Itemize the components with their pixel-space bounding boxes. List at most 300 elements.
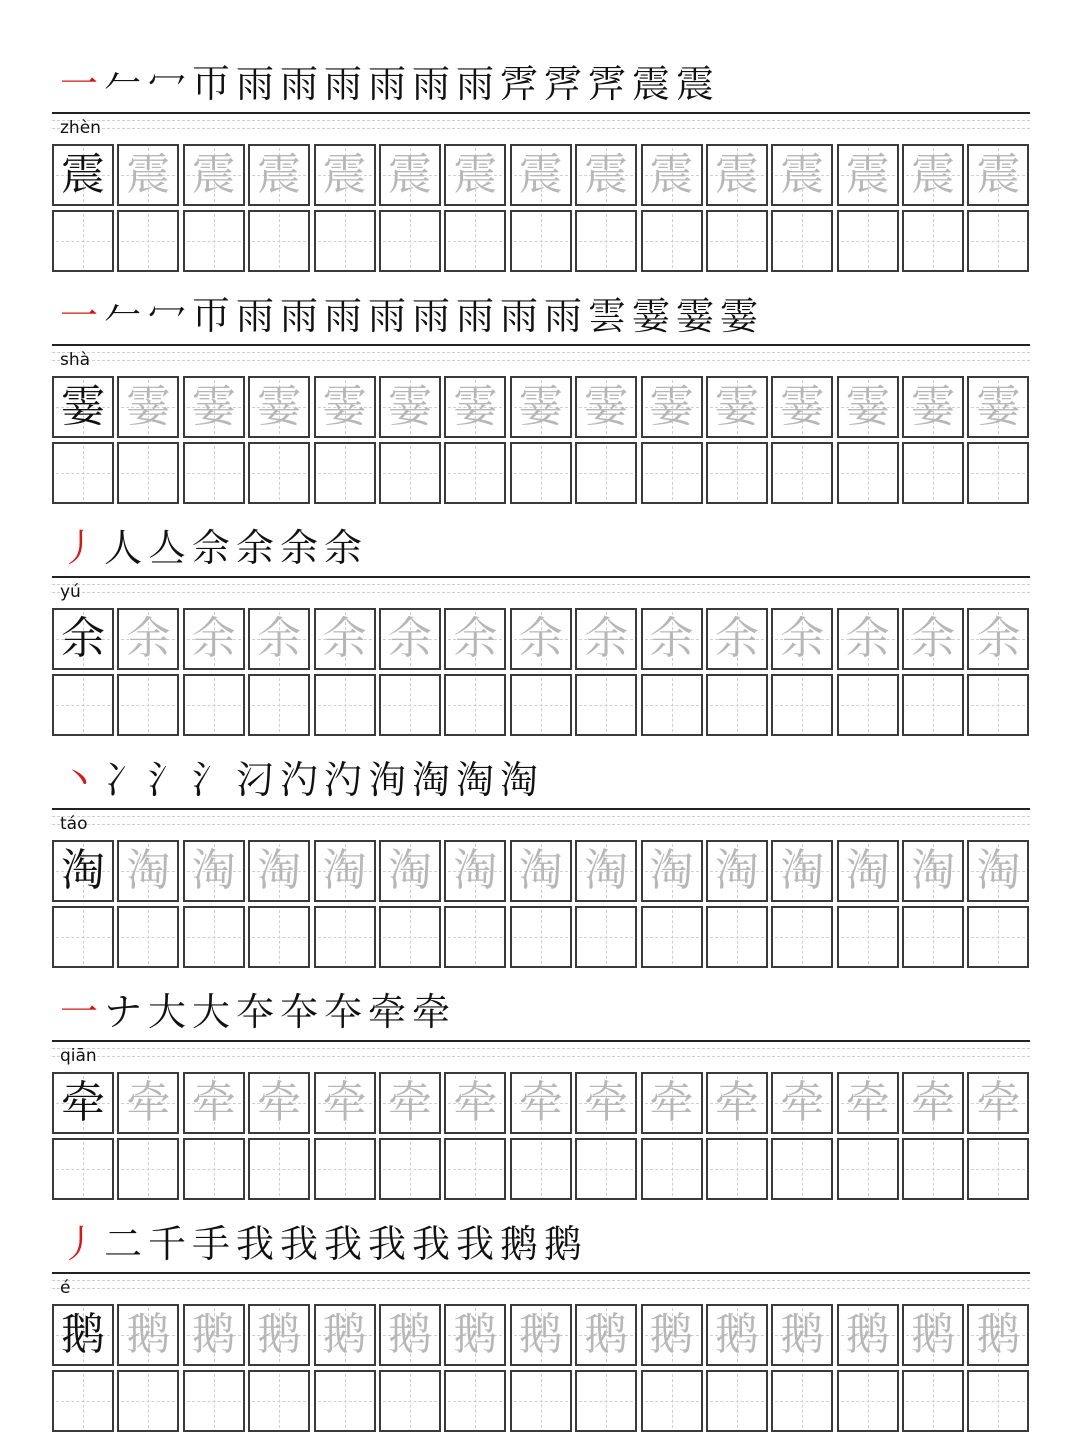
trace-cell: [641, 144, 703, 206]
stroke-glyph: 洵: [367, 758, 406, 802]
writing-cell[interactable]: [117, 210, 179, 272]
stroke-glyph: 雨: [279, 294, 318, 338]
trace-cell: [771, 1304, 833, 1366]
writing-cell[interactable]: [52, 1138, 114, 1200]
writing-cell[interactable]: [379, 442, 441, 504]
trace-character: 余: [257, 613, 302, 664]
stroke-glyph: 鹅: [499, 1222, 538, 1266]
trace-cell: [771, 608, 833, 670]
stroke-step: [57, 64, 101, 104]
stroke-step: [145, 992, 189, 1032]
trace-cell: [706, 608, 768, 670]
stroke-step: [145, 64, 189, 104]
trace-row: [52, 608, 1030, 670]
trace-character: 震: [649, 149, 694, 200]
pinyin-label: táo: [60, 814, 88, 834]
trace-row: [52, 376, 1030, 438]
trace-cell: [183, 144, 245, 206]
stroke-step: [453, 760, 497, 800]
stroke-glyph: 丿: [59, 526, 98, 570]
trace-character: 鹅: [518, 1309, 563, 1360]
stroke-glyph: 霎: [675, 294, 714, 338]
stroke-glyph: 手: [191, 1222, 230, 1266]
writing-cell[interactable]: [837, 674, 899, 736]
writing-cell[interactable]: [575, 674, 637, 736]
stroke-step: [365, 992, 409, 1032]
trace-cell: [837, 1072, 899, 1134]
trace-cell: [183, 1072, 245, 1134]
trace-character: 淘: [780, 845, 825, 896]
trace-cell: [444, 376, 506, 438]
writing-cell[interactable]: [706, 210, 768, 272]
writing-cell[interactable]: [575, 1370, 637, 1432]
writing-cell[interactable]: [183, 1370, 245, 1432]
trace-character: 鹅: [976, 1309, 1021, 1360]
writing-cell[interactable]: [117, 906, 179, 968]
stroke-glyph: 一: [59, 990, 98, 1034]
writing-cell[interactable]: [967, 1370, 1029, 1432]
trace-character: 震: [845, 149, 890, 200]
trace-cell: [444, 1072, 506, 1134]
trace-cell: [444, 144, 506, 206]
writing-cell[interactable]: [183, 210, 245, 272]
stroke-step: [673, 296, 717, 336]
trace-cell: [967, 1072, 1029, 1134]
trace-cell: [902, 840, 964, 902]
pinyin-label: é: [60, 1278, 71, 1298]
trace-character: 霎: [322, 381, 367, 432]
writing-cell[interactable]: [183, 442, 245, 504]
trace-character: 牵: [322, 1077, 367, 1128]
stroke-step: [409, 1224, 453, 1264]
stroke-glyph: ナ: [103, 990, 142, 1034]
trace-character: 霎: [714, 381, 759, 432]
writing-cell[interactable]: [314, 1370, 376, 1432]
stroke-step: [629, 296, 673, 336]
trace-character: 余: [911, 613, 956, 664]
writing-cell[interactable]: [510, 1370, 572, 1432]
trace-cell: [314, 608, 376, 670]
writing-cell[interactable]: [967, 442, 1029, 504]
stroke-step: [277, 992, 321, 1032]
stroke-glyph: 我: [235, 1222, 274, 1266]
writing-cell[interactable]: [837, 210, 899, 272]
trace-character: 霎: [584, 381, 629, 432]
stroke-step: [277, 64, 321, 104]
writing-cell[interactable]: [771, 906, 833, 968]
writing-cell[interactable]: [706, 442, 768, 504]
stroke-glyph: 𩂋: [499, 62, 538, 106]
stroke-glyph: 雨: [367, 294, 406, 338]
trace-cell: [314, 1304, 376, 1366]
writing-cell[interactable]: [379, 906, 441, 968]
writing-cell[interactable]: [314, 1138, 376, 1200]
trace-cell: [510, 1072, 572, 1134]
stroke-glyph: 汋: [323, 758, 362, 802]
stroke-order: [57, 504, 365, 568]
stroke-glyph: 雨: [235, 294, 274, 338]
writing-cell[interactable]: [248, 210, 310, 272]
model-character: 霎: [61, 381, 105, 432]
trace-cell: [837, 840, 899, 902]
writing-cell[interactable]: [117, 674, 179, 736]
trace-character: 余: [191, 613, 236, 664]
writing-cell[interactable]: [967, 1138, 1029, 1200]
stroke-step: [277, 760, 321, 800]
trace-character: 淘: [911, 845, 956, 896]
model-character: 牵: [61, 1077, 105, 1128]
stroke-order: [57, 1200, 585, 1264]
trace-cell: [706, 376, 768, 438]
stroke-glyph: 千: [147, 1222, 186, 1266]
writing-cell[interactable]: [314, 210, 376, 272]
model-cell: [52, 608, 114, 670]
writing-cell[interactable]: [641, 1370, 703, 1432]
writing-cell[interactable]: [706, 1370, 768, 1432]
stroke-step: [541, 1224, 585, 1264]
stroke-glyph: 牵: [367, 990, 406, 1034]
stroke-step: [233, 992, 277, 1032]
stroke-glyph: 大: [191, 990, 230, 1034]
trace-cell: [379, 608, 441, 670]
writing-cell[interactable]: [575, 442, 637, 504]
model-cell: [52, 1304, 114, 1366]
writing-cell[interactable]: [248, 442, 310, 504]
writing-cell[interactable]: [314, 674, 376, 736]
trace-character: 霎: [257, 381, 302, 432]
trace-character: 霎: [976, 381, 1021, 432]
writing-cell[interactable]: [314, 906, 376, 968]
trace-cell: [510, 840, 572, 902]
stroke-step: [145, 528, 189, 568]
stroke-step: [101, 64, 145, 104]
trace-character: 余: [714, 613, 759, 664]
trace-character: 鹅: [387, 1309, 432, 1360]
writing-cell[interactable]: [902, 1370, 964, 1432]
writing-cell[interactable]: [510, 674, 572, 736]
stroke-step: [497, 296, 541, 336]
trace-character: 牵: [845, 1077, 890, 1128]
trace-character: 霎: [845, 381, 890, 432]
writing-cell[interactable]: [771, 1370, 833, 1432]
writing-cell[interactable]: [510, 906, 572, 968]
trace-character: 淘: [453, 845, 498, 896]
trace-cell: [117, 608, 179, 670]
trace-character: 余: [976, 613, 1021, 664]
stroke-step: [365, 760, 409, 800]
stroke-step: [57, 1224, 101, 1264]
trace-character: 余: [453, 613, 498, 664]
trace-character: 震: [322, 149, 367, 200]
trace-character: 霎: [649, 381, 694, 432]
trace-cell: [641, 376, 703, 438]
stroke-step: [717, 296, 761, 336]
stroke-glyph: 雨: [455, 294, 494, 338]
trace-cell: [314, 144, 376, 206]
writing-cell[interactable]: [444, 674, 506, 736]
trace-cell: [967, 1304, 1029, 1366]
writing-cell[interactable]: [183, 906, 245, 968]
writing-cell[interactable]: [510, 1138, 572, 1200]
stroke-glyph: 夲: [279, 990, 318, 1034]
writing-cell[interactable]: [183, 1138, 245, 1200]
writing-cell[interactable]: [641, 674, 703, 736]
trace-character: 淘: [322, 845, 367, 896]
writing-cell[interactable]: [379, 1370, 441, 1432]
stroke-step: [233, 1224, 277, 1264]
writing-cell[interactable]: [52, 674, 114, 736]
trace-character: 牵: [191, 1077, 236, 1128]
blank-row: [52, 674, 1030, 736]
writing-cell[interactable]: [967, 906, 1029, 968]
trace-character: 霎: [387, 381, 432, 432]
writing-cell[interactable]: [510, 442, 572, 504]
trace-character: 震: [911, 149, 956, 200]
writing-cell[interactable]: [706, 906, 768, 968]
stroke-step: [321, 64, 365, 104]
stroke-step: [189, 992, 233, 1032]
writing-cell[interactable]: [902, 210, 964, 272]
stroke-glyph: 我: [323, 1222, 362, 1266]
writing-cell[interactable]: [444, 1370, 506, 1432]
stroke-glyph: 雨: [499, 294, 538, 338]
trace-cell: [967, 608, 1029, 670]
stroke-glyph: 佘: [191, 526, 230, 570]
trace-cell: [641, 840, 703, 902]
model-character: 余: [61, 613, 105, 664]
stroke-glyph: 淘: [499, 758, 538, 802]
writing-cell[interactable]: [771, 210, 833, 272]
stroke-glyph: 余: [323, 526, 362, 570]
writing-cell[interactable]: [379, 1138, 441, 1200]
trace-character: 淘: [976, 845, 1021, 896]
stroke-glyph: 冫: [103, 758, 142, 802]
writing-cell[interactable]: [117, 1370, 179, 1432]
stroke-step: [277, 296, 321, 336]
stroke-step: [233, 296, 277, 336]
stroke-glyph: 雨: [411, 294, 450, 338]
writing-cell[interactable]: [444, 442, 506, 504]
stroke-step: [145, 760, 189, 800]
trace-character: 鹅: [322, 1309, 367, 1360]
writing-cell[interactable]: [248, 1370, 310, 1432]
stroke-step: [101, 760, 145, 800]
blank-row: [52, 1370, 1030, 1432]
trace-character: 震: [780, 149, 825, 200]
trace-cell: [837, 608, 899, 670]
writing-cell[interactable]: [52, 1370, 114, 1432]
writing-cell[interactable]: [444, 210, 506, 272]
model-cell: [52, 144, 114, 206]
writing-cell[interactable]: [902, 674, 964, 736]
trace-cell: [902, 376, 964, 438]
stroke-glyph: 雨: [411, 62, 450, 106]
trace-row: [52, 840, 1030, 902]
stroke-step: [57, 528, 101, 568]
writing-cell[interactable]: [52, 906, 114, 968]
pinyin-label: yú: [60, 582, 81, 602]
stroke-glyph: 我: [411, 1222, 450, 1266]
writing-cell[interactable]: [314, 442, 376, 504]
trace-cell: [379, 376, 441, 438]
stroke-glyph: 鹅: [543, 1222, 582, 1266]
writing-cell[interactable]: [771, 674, 833, 736]
stroke-order: [57, 40, 717, 104]
stroke-glyph: 𩂋: [543, 62, 582, 106]
stroke-glyph: 丿: [59, 1222, 98, 1266]
stroke-step: [453, 296, 497, 336]
writing-cell[interactable]: [837, 906, 899, 968]
writing-cell[interactable]: [248, 674, 310, 736]
trace-character: 震: [518, 149, 563, 200]
writing-cell[interactable]: [641, 906, 703, 968]
writing-cell[interactable]: [444, 906, 506, 968]
writing-cell[interactable]: [837, 442, 899, 504]
writing-cell[interactable]: [117, 1138, 179, 1200]
trace-cell: [314, 376, 376, 438]
stroke-step: [189, 528, 233, 568]
trace-character: 鹅: [584, 1309, 629, 1360]
writing-cell[interactable]: [379, 210, 441, 272]
trace-character: 淘: [584, 845, 629, 896]
stroke-step: [409, 992, 453, 1032]
writing-cell[interactable]: [444, 1138, 506, 1200]
trace-cell: [902, 1304, 964, 1366]
writing-cell[interactable]: [967, 674, 1029, 736]
trace-character: 震: [126, 149, 171, 200]
stroke-glyph: 人: [103, 526, 142, 570]
stroke-glyph: 淘: [455, 758, 494, 802]
model-cell: [52, 376, 114, 438]
writing-cell[interactable]: [771, 442, 833, 504]
trace-cell: [706, 144, 768, 206]
trace-character: 牵: [387, 1077, 432, 1128]
trace-character: 鹅: [911, 1309, 956, 1360]
stroke-glyph: 雨: [367, 62, 406, 106]
stroke-glyph: 氵: [147, 758, 186, 802]
trace-character: 鹅: [257, 1309, 302, 1360]
stroke-glyph: 一: [59, 62, 98, 106]
stroke-step: [497, 760, 541, 800]
trace-character: 震: [453, 149, 498, 200]
blank-row: [52, 906, 1030, 968]
writing-cell[interactable]: [183, 674, 245, 736]
trace-character: 鹅: [845, 1309, 890, 1360]
writing-cell[interactable]: [641, 442, 703, 504]
stroke-glyph: 𠂉: [103, 294, 142, 338]
trace-cell: [510, 1304, 572, 1366]
trace-cell: [248, 608, 310, 670]
writing-cell[interactable]: [52, 210, 114, 272]
trace-cell: [837, 376, 899, 438]
writing-cell[interactable]: [248, 906, 310, 968]
writing-cell[interactable]: [641, 210, 703, 272]
writing-cell[interactable]: [52, 442, 114, 504]
stroke-glyph: 我: [455, 1222, 494, 1266]
writing-cell[interactable]: [575, 1138, 637, 1200]
trace-character: 牵: [126, 1077, 171, 1128]
stroke-step: [497, 64, 541, 104]
trace-cell: [575, 144, 637, 206]
trace-cell: [771, 840, 833, 902]
model-cell: [52, 840, 114, 902]
stroke-step: [233, 64, 277, 104]
trace-cell: [967, 144, 1029, 206]
stroke-step: [453, 64, 497, 104]
trace-character: 霎: [911, 381, 956, 432]
writing-cell[interactable]: [641, 1138, 703, 1200]
stroke-step: [101, 992, 145, 1032]
stroke-step: [57, 992, 101, 1032]
trace-row: [52, 144, 1030, 206]
writing-cell[interactable]: [967, 210, 1029, 272]
model-character: 鹅: [61, 1309, 105, 1360]
writing-cell[interactable]: [837, 1370, 899, 1432]
writing-cell[interactable]: [706, 1138, 768, 1200]
writing-cell[interactable]: [902, 442, 964, 504]
writing-cell[interactable]: [575, 210, 637, 272]
stroke-glyph: 雨: [323, 294, 362, 338]
stroke-step: [321, 296, 365, 336]
trace-cell: [183, 376, 245, 438]
trace-cell: [314, 840, 376, 902]
trace-cell: [510, 376, 572, 438]
stroke-step: [585, 296, 629, 336]
writing-cell[interactable]: [575, 906, 637, 968]
writing-cell[interactable]: [510, 210, 572, 272]
stroke-glyph: 牵: [411, 990, 450, 1034]
writing-cell[interactable]: [248, 1138, 310, 1200]
trace-cell: [641, 1072, 703, 1134]
trace-character: 鹅: [780, 1309, 825, 1360]
writing-cell[interactable]: [837, 1138, 899, 1200]
writing-cell[interactable]: [379, 674, 441, 736]
trace-cell: [902, 144, 964, 206]
trace-character: 淘: [649, 845, 694, 896]
trace-cell: [248, 376, 310, 438]
stroke-step: [321, 992, 365, 1032]
trace-cell: [379, 1304, 441, 1366]
trace-character: 牵: [518, 1077, 563, 1128]
trace-cell: [379, 144, 441, 206]
writing-cell[interactable]: [706, 674, 768, 736]
trace-cell: [248, 1072, 310, 1134]
stroke-step: [365, 64, 409, 104]
trace-character: 震: [584, 149, 629, 200]
trace-cell: [510, 608, 572, 670]
trace-cell: [117, 376, 179, 438]
trace-cell: [117, 1072, 179, 1134]
writing-cell[interactable]: [902, 906, 964, 968]
trace-character: 余: [126, 613, 171, 664]
trace-cell: [183, 608, 245, 670]
pinyin-band: [52, 112, 1030, 138]
trace-character: 余: [584, 613, 629, 664]
writing-cell[interactable]: [902, 1138, 964, 1200]
trace-cell: [837, 1304, 899, 1366]
stroke-glyph: 我: [367, 1222, 406, 1266]
blank-row: [52, 442, 1030, 504]
writing-cell[interactable]: [117, 442, 179, 504]
stroke-glyph: 雨: [455, 62, 494, 106]
trace-character: 牵: [976, 1077, 1021, 1128]
stroke-step: [541, 64, 585, 104]
writing-cell[interactable]: [771, 1138, 833, 1200]
stroke-glyph: 汋: [279, 758, 318, 802]
stroke-glyph: 汈: [235, 758, 274, 802]
trace-character: 牵: [714, 1077, 759, 1128]
stroke-step: [321, 760, 365, 800]
